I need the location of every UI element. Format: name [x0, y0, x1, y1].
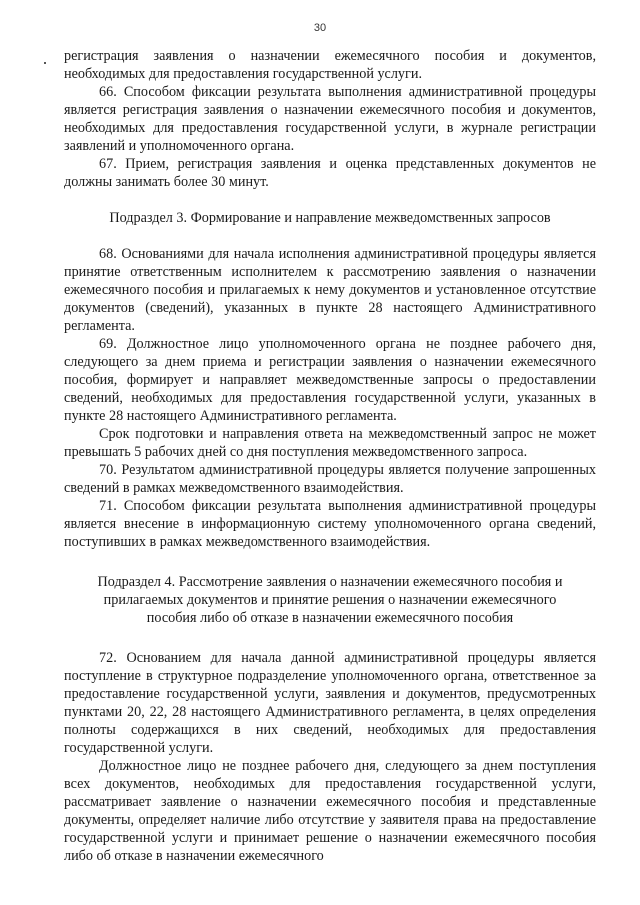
- subsection-4-heading-line: Подраздел 4. Рассмотрение заявления о назначении ежемесячного пособия и: [97, 574, 563, 590]
- subsection-3-heading: Подраздел 3. Формирование и направление межведомственных запросов: [109, 210, 551, 226]
- paragraph-69: 69. Должностное лицо уполномоченного органа не позднее рабочего дня, следующего за днем приема и регистрации заявления о назначении ежемесячного пособия, формирует и направляет межведомственные запросы о предоставлении сведений, необходимых для предоставления государственной услуги, указанных в пункте 28 настоящего Административного регламента.: [64, 336, 596, 424]
- document-body: [64, 47, 596, 865]
- paragraph-72-official: Должностное лицо не позднее рабочего дня, следующего за днем поступления всех документов, необходимых для предоставления государственной услуги, рассматривает заявление о назначении ежемесячного пособия и представленные документы, определяет наличие либо отсутствие у заявителя права на предоставление государственной услуги и принимает решение о назначении ежемесячного пособия либо об отказе в назначении ежемесячного: [64, 758, 596, 864]
- subsection-4-heading-line: прилагаемых документов и принятие решения о назначении ежемесячного: [103, 592, 557, 608]
- paragraph-68: 68. Основаниями для начала исполнения административной процедуры является принятие ответственным исполнителем к рассмотрению заявления о назначении ежемесячного пособия и прилагаемых к нему документов и установленное отсутствие документов (сведений), указанных в пункте 28 настоящего Административного регламента.: [64, 246, 596, 334]
- subsection-4-heading-line: пособия либо об отказе в назначении ежемесячного пособия: [146, 610, 514, 626]
- paragraph-67: 67. Прием, регистрация заявления и оценка представленных документов не должны занимать более 30 минут.: [64, 156, 596, 190]
- paragraph-69-term: Срок подготовки и направления ответа на межведомственный запрос не может превышать 5 рабочих дней со дня поступления межведомственного запроса.: [64, 426, 596, 460]
- page-number: 30: [313, 22, 327, 34]
- scan-mark: [44, 62, 46, 64]
- paragraph-66: 66. Способом фиксации результата выполнения административной процедуры является регистрация заявления о назначении ежемесячного пособия и документов, необходимых для предоставления государственной услуги, в журнале регистрации заявлений и уполномоченного органа.: [64, 84, 596, 154]
- paragraph-71: 71. Способом фиксации результата выполнения административной процедуры является внесение в информационную систему уполномоченного органа сведений, поступивших в рамках межведомственного взаимодействия.: [64, 498, 596, 550]
- paragraph-72: 72. Основанием для начала данной административной процедуры является поступление в структурное подразделение уполномоченного органа, ответственное за предоставление государственной услуги, заявления и документов, предусмотренных пунктами 20, 22, 28 настоящего Административного регламента, в целях определения полноты содержащихся в них сведений, необходимых для предоставления государственной услуги.: [64, 650, 596, 756]
- paragraph-65-continuation: регистрация заявления о назначении ежемесячного пособия и документов, необходимых для предоставления государственной услуги.: [64, 48, 596, 82]
- subsection-4-heading: [64, 573, 596, 627]
- paragraph-70: 70. Результатом административной процедуры является получение запрошенных сведений в рамках межведомственного взаимодействия.: [64, 462, 596, 496]
